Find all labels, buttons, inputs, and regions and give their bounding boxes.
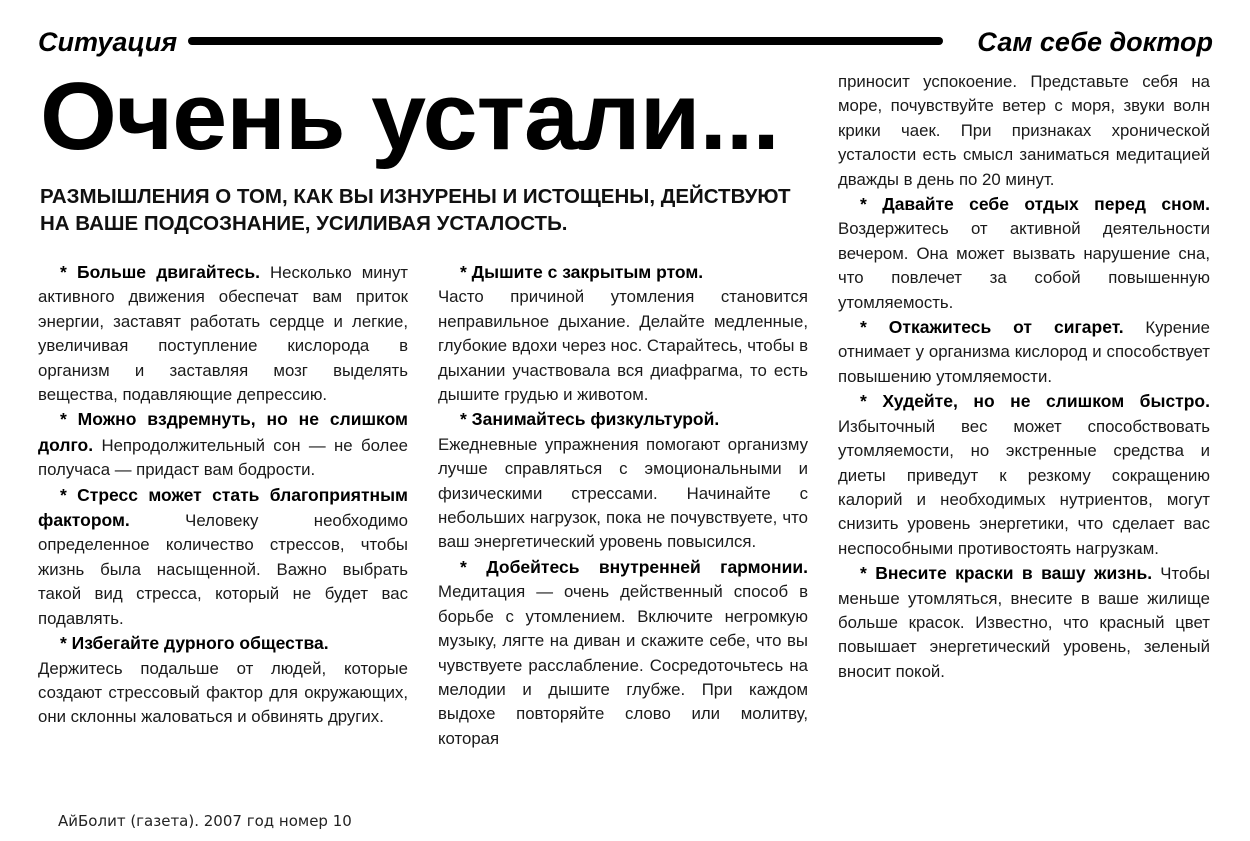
tip-text: Избыточный вес может способствовать утомляемости, но экстренные средства и диеты приведут к резкому сокращению калорий и необходимых нутриентов, могут снизить уровень энергетики, что сделает вас неспособными противостоять нагрузкам. — [838, 416, 1210, 558]
tip-text: Непродолжительный сон — не более получаса — придаст вам бодрости. — [38, 435, 408, 480]
tip-title: * Больше двигайтесь. — [60, 262, 261, 282]
tip-title: * Избегайте дурного общества. — [60, 633, 329, 654]
continuation-text: приносит успокоение. Представьте себя на море, почувствуйте ветер с моря, звуки волн крики чаек. При признаках хронической усталости есть смысл заниматься медитацией дважды в день по 20 минут. — [838, 72, 1210, 189]
source-caption: АйБолит (газета). 2007 год номер 10 — [58, 812, 352, 830]
tip-title: * Внесите краски в вашу жизнь. — [860, 563, 1153, 584]
tip-text: Несколько минут активного движения обеспечат вам приток энергии, заставят работать сердце и легкие, увеличивая поступление кислорода в организм и заставляя мозг выделять вещества, подавляющие депрессию. — [38, 263, 408, 405]
tip-title: * Худейте, но не слишком быстро. — [860, 391, 1210, 412]
tip-title: * Занимайтесь физкультурой. — [460, 409, 720, 430]
tip-text: Курение отнимает у организма кислород и способствует повышению утомляемости. — [838, 318, 1210, 386]
tip-breathe — [438, 260, 808, 407]
tip-move-more — [38, 260, 408, 407]
column-1 — [38, 260, 408, 730]
tip-title: * Дышите с закрытым ртом. — [460, 262, 704, 282]
rubric-left: Ситуация — [38, 28, 183, 56]
tip-bad-company — [38, 631, 408, 730]
tip-text: Медитация — очень действенный способ в борьбе с утомлением. Включите негромкую музыку, лягте на диван и скажите себе, что вы чувствуете расслабление. Сосредоточьтесь на мелодии и дышите глубже. При каждом выдохе повторяйте слово или молитву, которая — [438, 582, 808, 748]
tip-title: * Давайте себе отдых перед сном. — [860, 194, 1210, 215]
tip-text: Воздержитесь от активной деятельности вечером. Она может вызвать нарушение сна, что повлечет за собой повышенную утомляемость. — [838, 219, 1210, 312]
tip-exercise — [438, 407, 808, 554]
tip-title: * Стресс может стать благоприятным фактором. — [38, 484, 408, 531]
tip-lose-weight — [838, 389, 1210, 561]
tip-text: Ежедневные упражнения помогают организму лучше справляться с эмоциональными и физическими стрессами. Начинайте с небольших нагрузок, пока не почувствуете, что ваш энергетический уровень повысился. — [438, 434, 808, 552]
tip-title: * Добейтесь внутренней гармонии. — [460, 556, 808, 577]
lead-paragraph: РАЗМЫШЛЕНИЯ О ТОМ, КАК ВЫ ИЗНУРЕНЫ И ИСТОЩЕНЫ, ДЕЙСТВУЮТ НА ВАШЕ ПОДСОЗНАНИЕ, УСИЛИВАЯ УСТАЛОСТЬ. — [40, 185, 791, 235]
tip-add-colors — [838, 561, 1210, 684]
tip-stress — [38, 483, 408, 631]
tip-title: * Можно вздремнуть, но не слишком долго. — [38, 409, 408, 455]
tip-nap — [38, 407, 408, 482]
column-2 — [438, 260, 808, 751]
headline: Очень устали... — [40, 63, 779, 170]
tip-text: Чтобы меньше утомляться, внесите в ваше жилище больше красок. Известно, что красный цвет повышает энергетический уровень, зеленый вносит покой. — [838, 564, 1210, 681]
column-3 — [838, 70, 1210, 684]
tip-text: Часто причиной утомления становится неправильное дыхание. Делайте медленные, глубокие вдохи через нос. Старайтесь, чтобы в дыхании участвовала вся диафрагма, то есть дышите грудью и животом. — [438, 287, 809, 405]
tip-text: Держитесь подальше от людей, которые создают стрессовый фактор для окружающих, они склонны жаловаться и обвинять других. — [38, 658, 408, 727]
tip-text: Человеку необходимо определенное количество стрессов, чтобы жизнь была насыщенной. Важно выбрать такой вид стресса, который не будет вас подавлять. — [38, 511, 408, 628]
rubric-rule — [188, 37, 943, 45]
tip-rest-before-sleep — [838, 192, 1210, 315]
tip-quit-smoking — [838, 315, 1210, 389]
rubric-bar — [38, 28, 1213, 56]
rubric-right: Сам себе доктор — [971, 28, 1213, 56]
tip-harmony — [438, 555, 808, 751]
tip-title: * Откажитесь от сигарет. — [860, 317, 1124, 338]
